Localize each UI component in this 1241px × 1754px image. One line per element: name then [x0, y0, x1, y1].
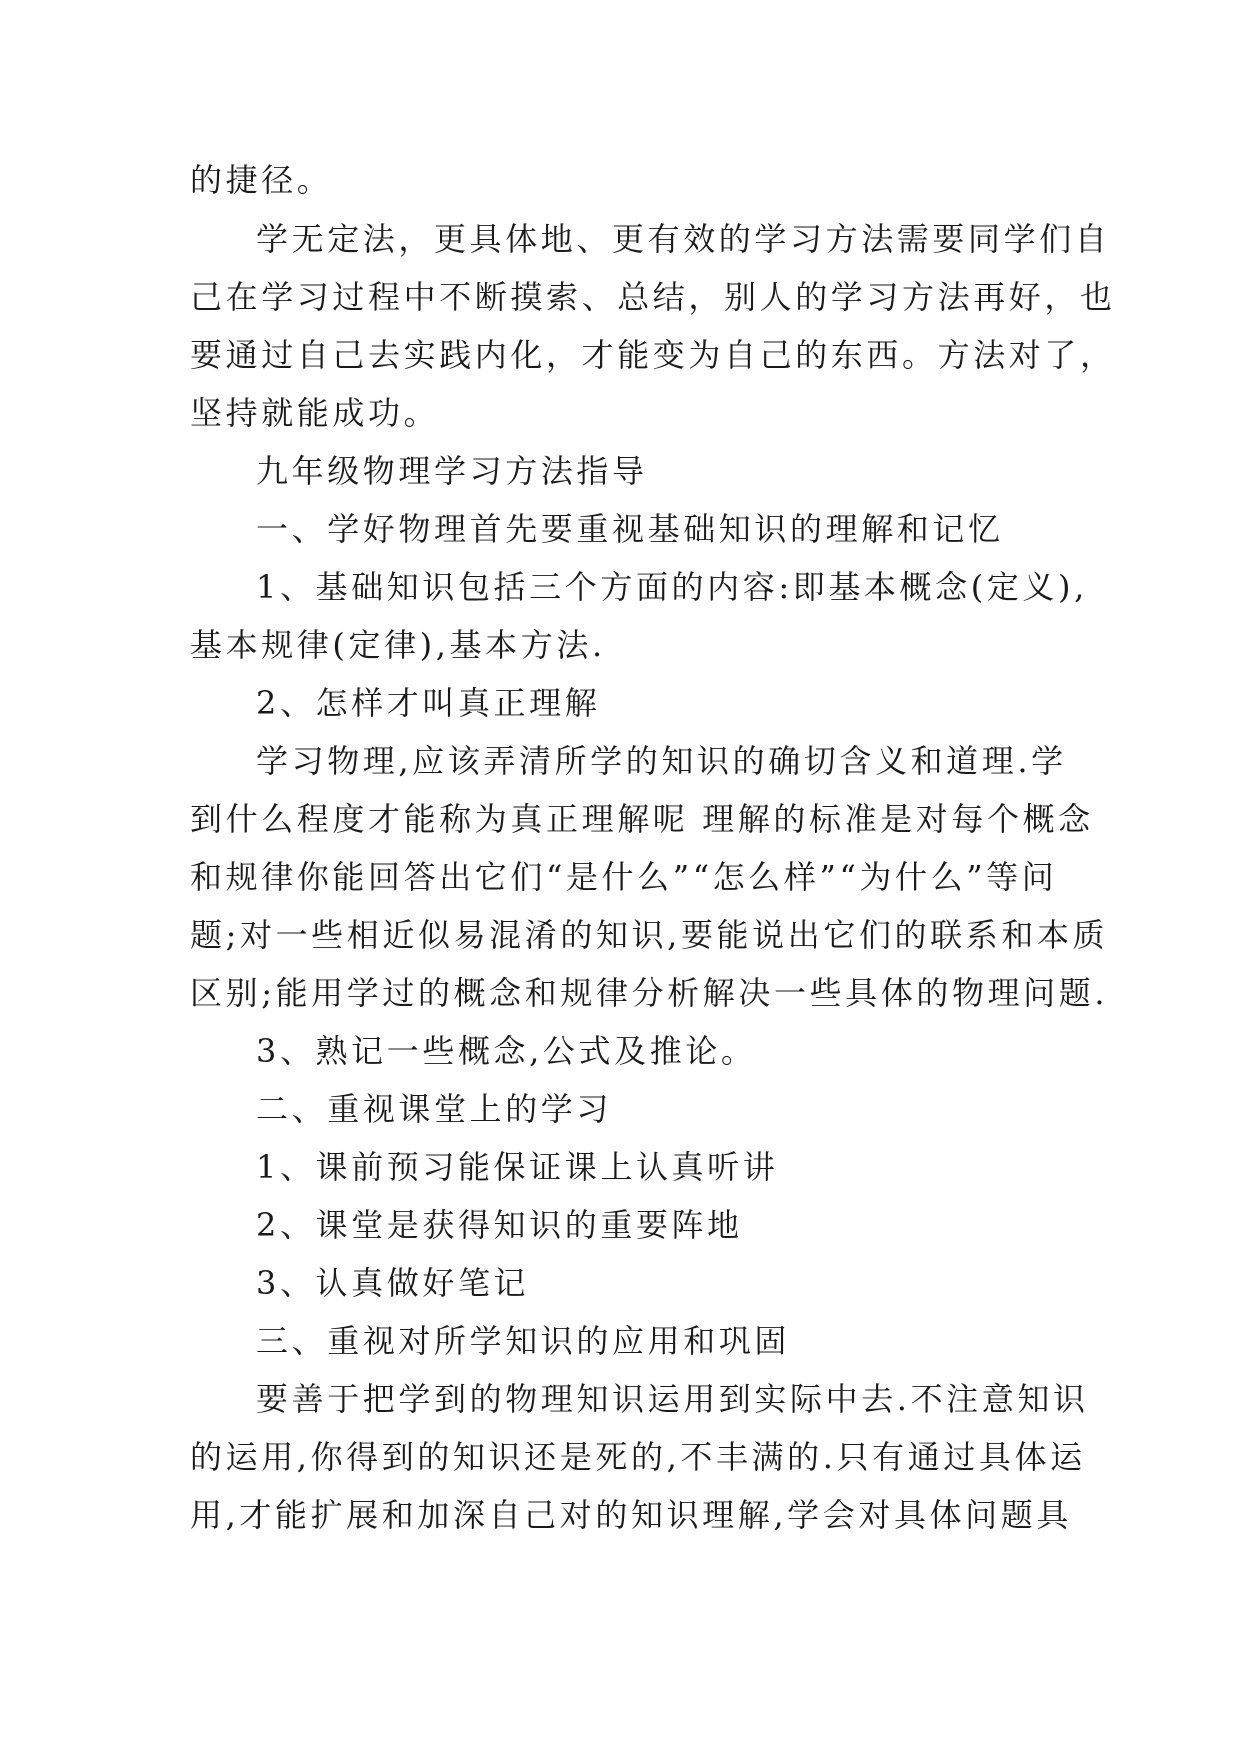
numbered-item: 3、认真做好笔记 — [256, 1264, 530, 1302]
section-title: 九年级物理学习方法指导 — [256, 452, 648, 490]
text-line: 基本规律(定律),基本方法. — [190, 626, 606, 664]
paragraph-start: 学习物理,应该弄清所学的知识的确切含义和道理.学 — [256, 742, 1067, 780]
text-line: 和规律你能回答出它们“是什么”“怎么样”“为什么”等问 — [190, 858, 1058, 896]
text-line: 己在学习过程中不断摸索、总结，别人的学习方法再好，也 — [190, 278, 1116, 316]
text-line: 用,才能扩展和加深自己对的知识理解,学会对具体问题具 — [190, 1496, 1072, 1534]
numbered-item: 2、怎样才叫真正理解 — [256, 684, 601, 722]
text-line: 要通过自己去实践内化，才能变为自己的东西。方法对了， — [190, 336, 1116, 374]
text-line: 题;对一些相近似易混淆的知识,要能说出它们的联系和本质 — [190, 916, 1109, 954]
text-line: 区别;能用学过的概念和规律分析解决一些具体的物理问题. — [190, 974, 1109, 1012]
numbered-item: 1、基础知识包括三个方面的内容:即基本概念(定义), — [256, 568, 1088, 606]
numbered-item: 1、课前预习能保证课上认真听讲 — [256, 1148, 779, 1186]
text-line: 的捷径。 — [190, 161, 333, 199]
numbered-item: 2、课堂是获得知识的重要阵地 — [256, 1206, 743, 1244]
text-line: 到什么程度才能称为真正理解呢 理解的标准是对每个概念 — [190, 800, 1094, 838]
text-line: 的运用,你得到的知识还是死的,不丰满的.只有通过具体运 — [190, 1438, 1086, 1476]
paragraph-start: 要善于把学到的物理知识运用到实际中去.不注意知识 — [256, 1380, 1089, 1418]
heading-level-1: 三、重视对所学知识的应用和巩固 — [256, 1322, 791, 1360]
numbered-item: 3、熟记一些概念,公式及推论。 — [256, 1032, 757, 1070]
paragraph-start: 学无定法，更具体地、更有效的学习方法需要同学们自 — [256, 220, 1111, 258]
text-line: 坚持就能成功。 — [190, 394, 440, 432]
heading-level-1: 二、重视课堂上的学习 — [256, 1090, 613, 1128]
heading-level-1: 一、学好物理首先要重视基础知识的理解和记忆 — [256, 510, 1004, 548]
